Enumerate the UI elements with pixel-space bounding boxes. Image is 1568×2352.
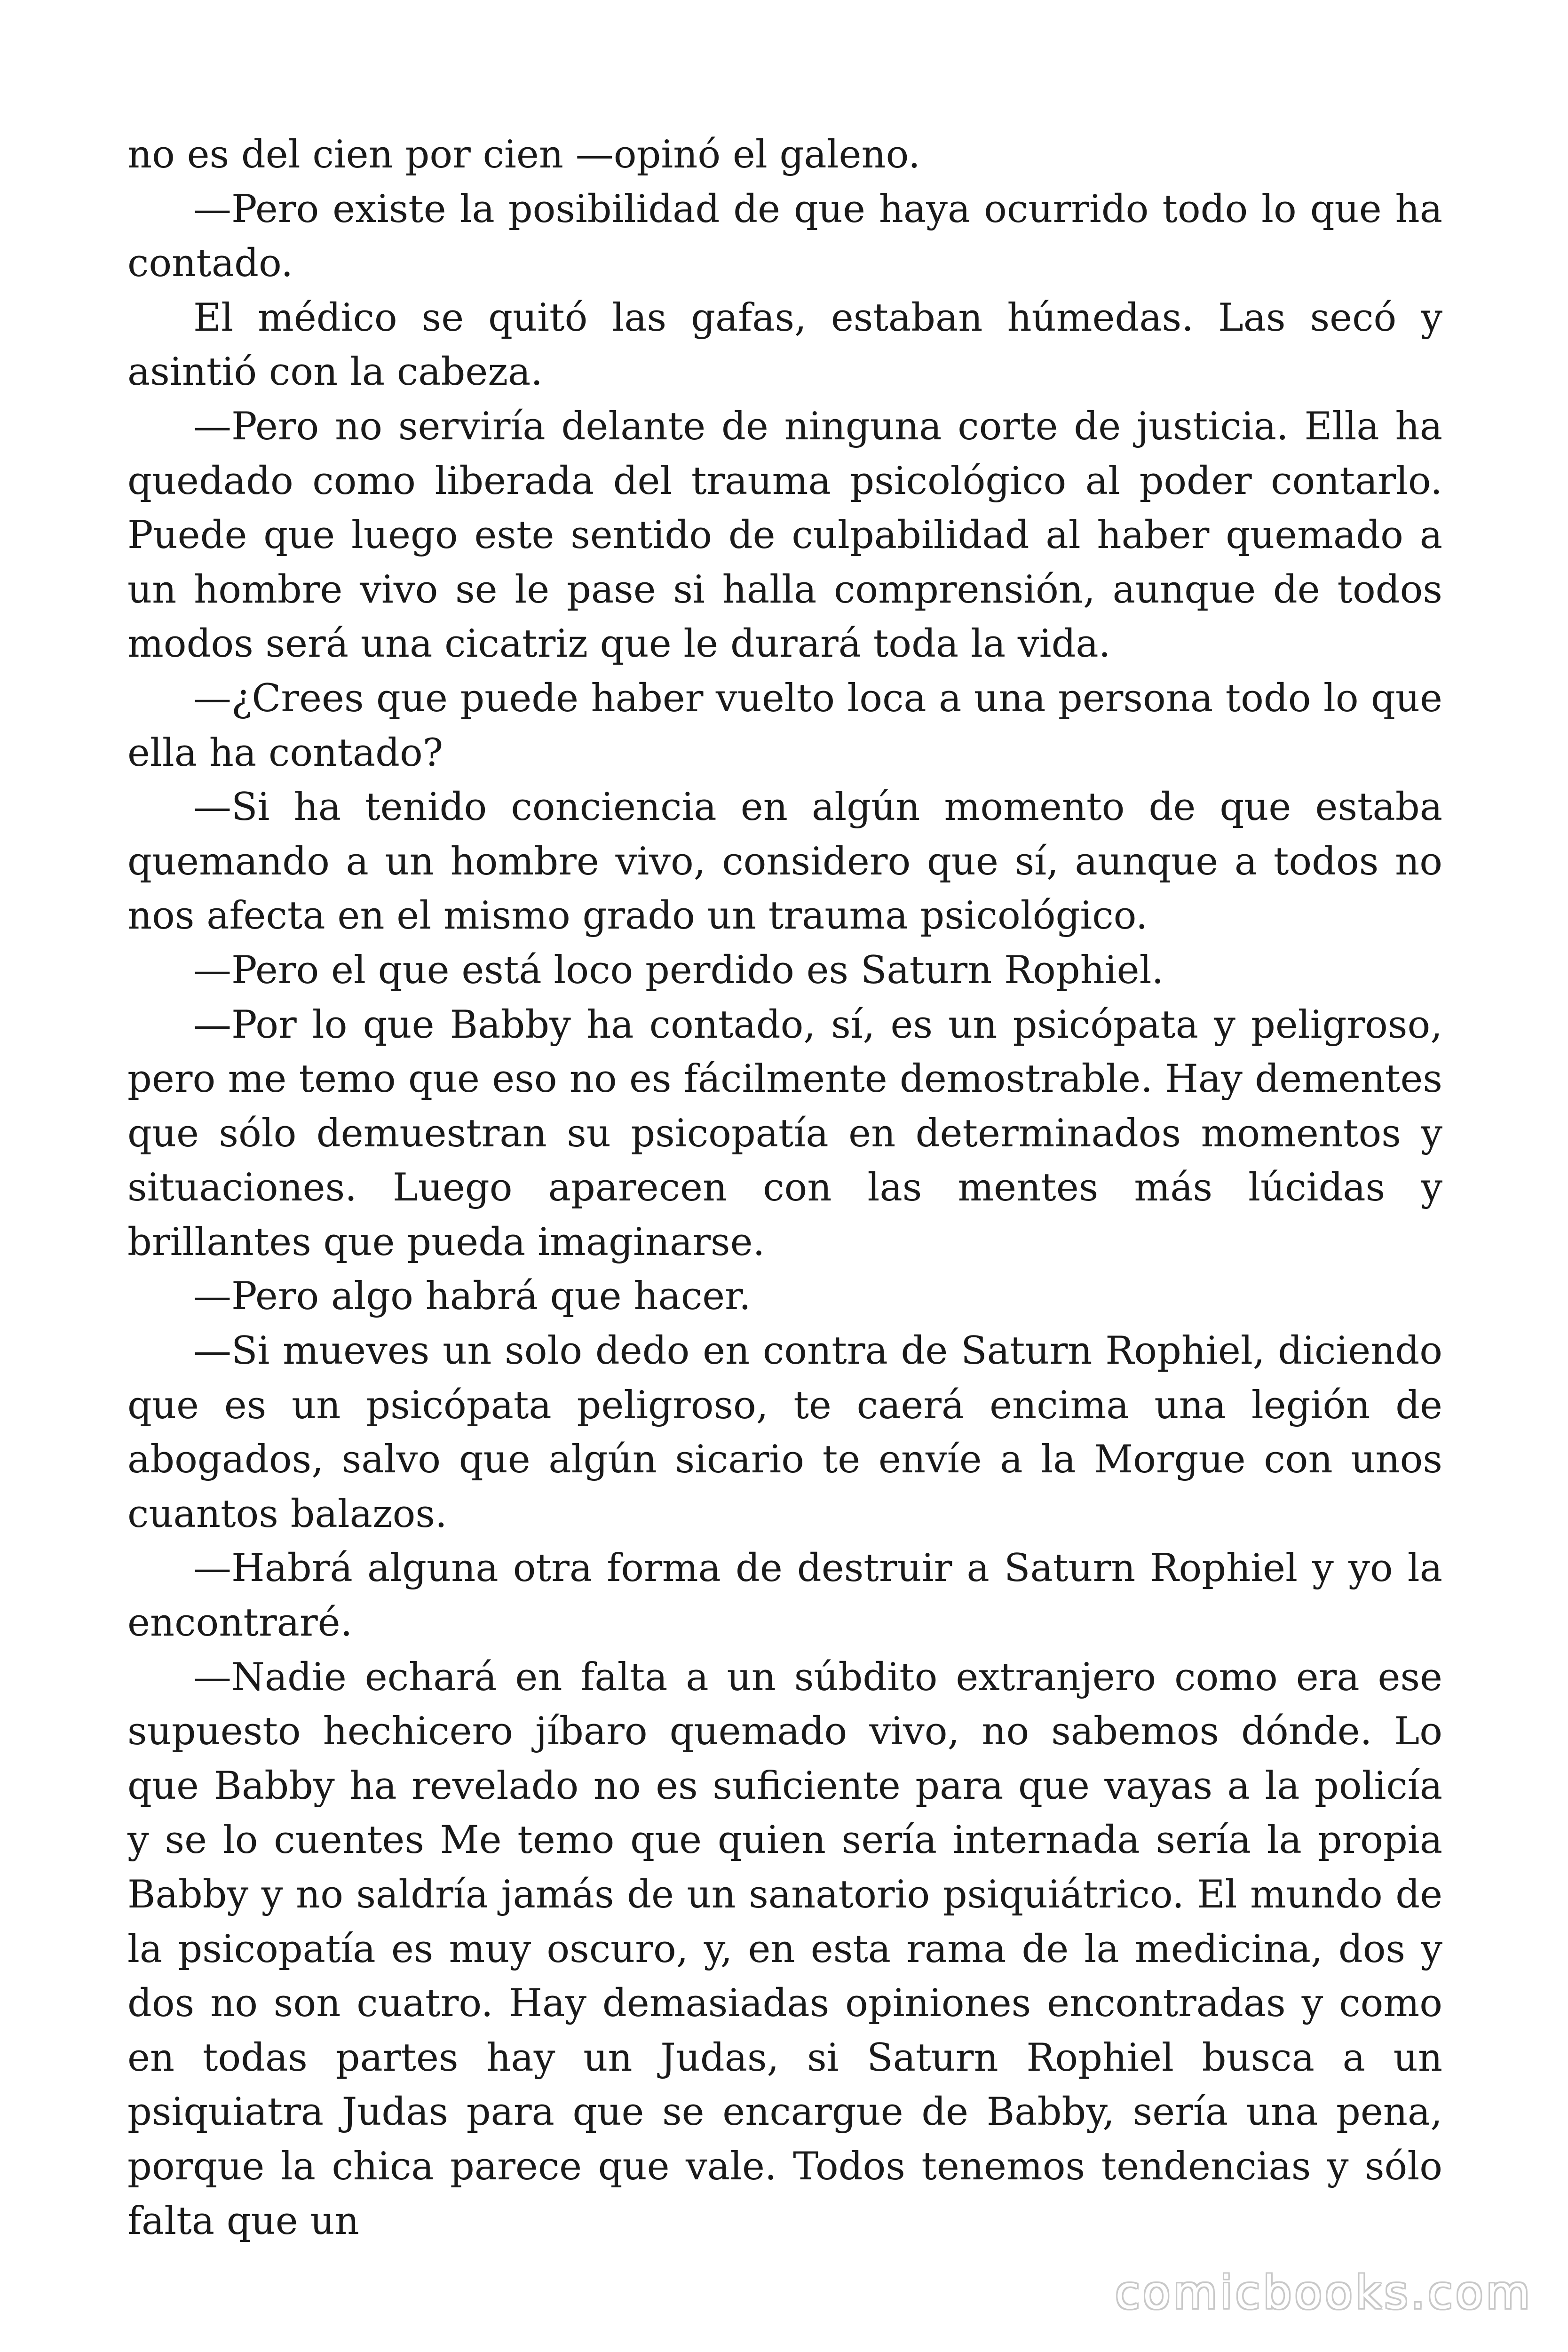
paragraph: —Si mueves un solo dedo en contra de Saturn Rophiel, diciendo que es un psicópata peligroso, te caerá encima una legión de abogados, salvo que algún sicario te envíe a la Morgue con unos cuantos balazos. <box>127 1329 1442 1536</box>
watermark: comicbooks.com <box>1115 2266 1533 2319</box>
paragraph: —Pero el que está loco perdido es Saturn Rophiel. <box>193 948 1164 993</box>
paragraph: —Pero existe la posibilidad de que haya ocurrido todo lo que ha contado. <box>127 187 1442 286</box>
paragraph: —Si ha tenido conciencia en algún momento de que estaba quemando a un hombre vivo, considero que sí, aunque a todos no nos afecta en el mismo grado un trauma psicológico. <box>127 785 1442 938</box>
paragraph: —Pero algo habrá que hacer. <box>193 1274 751 1319</box>
paragraph: —¿Crees que puede haber vuelto loca a una persona todo lo que ella ha contado? <box>127 676 1442 775</box>
book-page-text <box>127 128 1442 2249</box>
paragraph: —Habrá alguna otra forma de destruir a Saturn Rophiel y yo la encontraré. <box>127 1546 1442 1645</box>
paragraph: —Nadie echará en falta a un súbdito extranjero como era ese supuesto hechicero jíbaro quemado vivo, no sabemos dónde. Lo que Babby ha revelado no es suficiente para que vayas a la policía y se lo cuentes Me temo que quien sería internada sería la propia Babby y no saldría jamás de un sanatorio psiquiátrico. El mundo de la psicopatía es muy oscuro, y, en esta rama de la medicina, dos y dos no son cuatro. Hay demasiadas opiniones encontradas y como en todas partes hay un Judas, si Saturn Rophiel busca a un psiquiatra Judas para que se encargue de Babby, sería una pena, porque la chica parece que vale. Todos tenemos tendencias y sólo falta que un <box>127 1655 1442 2243</box>
paragraph: —Pero no serviría delante de ninguna corte de justicia. Ella ha quedado como liberada del trauma psicológico al poder contarlo. Puede que luego este sentido de culpabilidad al haber quemado a un hombre vivo se le pase si halla comprensión, aunque de todos modos será una cicatriz que le durará toda la vida. <box>127 404 1442 667</box>
paragraph: El médico se quitó las gafas, estaban húmedas. Las secó y asintió con la cabeza. <box>127 295 1442 395</box>
paragraph: —Por lo que Babby ha contado, sí, es un psicópata y peligroso, pero me temo que eso no es fácilmente demostrable. Hay dementes que sólo demuestran su psicopatía en determinados momentos y situaciones. Luego aparecen con las mentes más lúcidas y brillantes que pueda imaginarse. <box>127 1002 1442 1264</box>
paragraph: no es del cien por cien —opinó el galeno. <box>127 133 920 177</box>
